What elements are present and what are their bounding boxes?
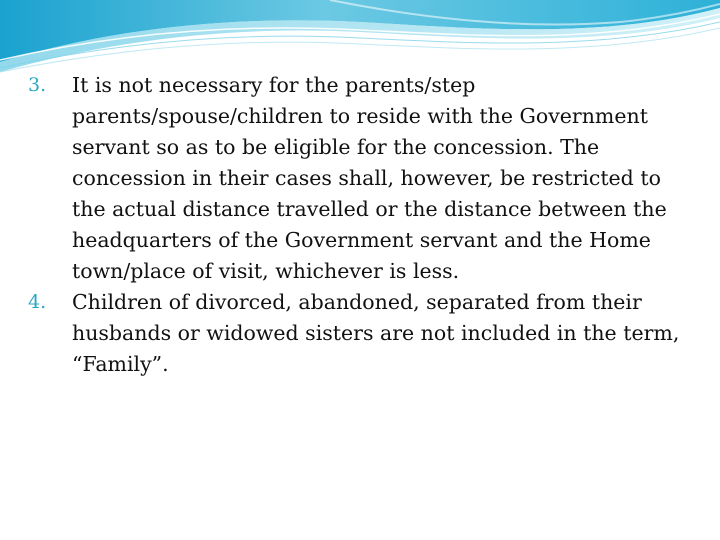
numbered-list xyxy=(28,70,698,380)
item-number: 4. xyxy=(28,291,47,313)
list-item xyxy=(28,70,698,287)
item-text: It is not necessary for the parents/step parents/spouse/children to reside with the Government servant so as to be eligible for the concession. The concession in their cases shall, however, be restricted to the actual distance travelled or the distance between the headquarters of the Government servant and the Home town/place of visit, whichever is less. xyxy=(72,73,667,283)
list-item xyxy=(28,287,698,380)
item-number: 3. xyxy=(28,74,47,96)
item-text: Children of divorced, abandoned, separated from their husbands or widowed sisters are not included in the term, “Family”. xyxy=(72,290,680,376)
